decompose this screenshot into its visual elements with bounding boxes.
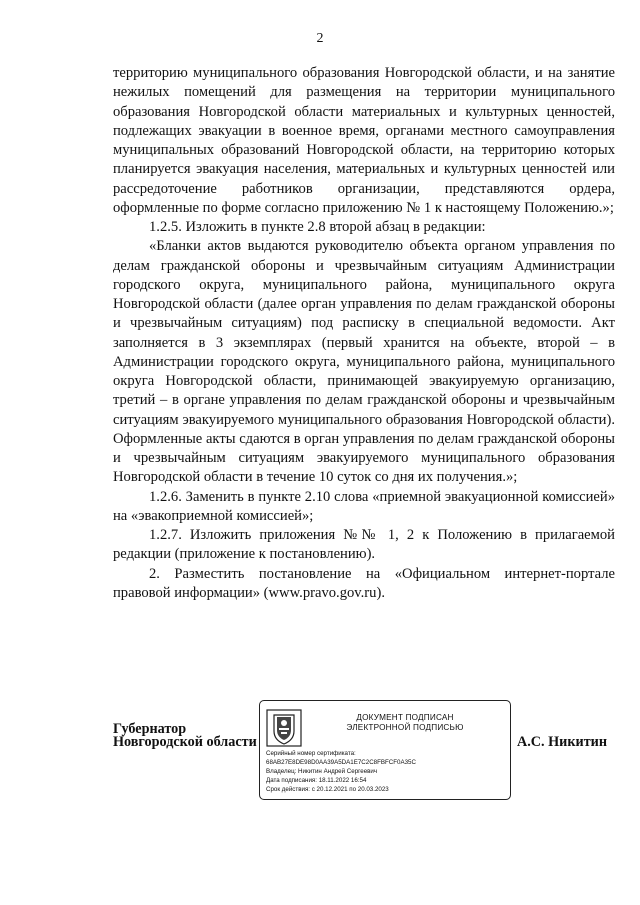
page-number: 2 [316,31,324,46]
signature-block [113,696,623,806]
paragraph-1-2-5: 1.2.5. Изложить в пункте 2.8 второй абзац в редакции: [149,219,486,235]
signatory-name: А.С. Никитин [517,734,608,750]
paragraph-1-2-7: 1.2.7. Изложить приложения №№ 1, 2 к Положению в прилагаемой редакции (приложение к постановлению). [113,527,615,563]
document-body [113,64,615,603]
certificate-label: Серийный номер сертификата: [266,750,356,757]
paragraph-1-2-6: 1.2.6. Заменить в пункте 2.10 слова «приемной эвакуационной комиссией» на «эвакоприемной комиссией»; [113,488,615,524]
stamp-heading: ДОКУМЕНТ ПОДПИСАН ЭЛЕКТРОННОЙ ПОДПИСЬЮ [346,713,464,732]
coat-of-arms-icon [266,709,302,747]
certificate-validity: Срок действия: с 20.12.2021 по 20.03.2023 [266,786,389,793]
signing-date: Дата подписания: 18.11.2022 16:54 [266,777,367,784]
electronic-signature-stamp [259,700,511,800]
certificate-owner: Владелец: Никитин Андрей Сергеевич [266,768,378,775]
paragraph-quoted-text: «Бланки актов выдаются руководителю объекта органом управления по делам гражданской обороны и чрезвычайным ситуациям Администрации городского округа, муниципального района, муниципального округа Новгородской области (далее орган управления по делам гражданской обороны и чрезвычайным ситуациям) под расписку в специальной ведомости. Акт заполняется в 3 экземплярах (первый хранится на объекте, второй – в Администрации городского округа, муниципального района, муниципального округа Новгородской области, принимающей эвакуируемую организацию, третий – в органе управления по делам гражданской обороны и чрезвычайным ситуациям эвакуируемого муниципального образования Новгородской области). Оформленные акты сдаются в орган управления по делам гражданской обороны и чрезвычайным ситуациям эвакуируемого муниципального образования Новгородской области в течение 10 суток со дня их получения.»; [113,238,615,486]
paragraph-continuation: территорию муниципального образования Новгородской области, и на занятие нежилых помещений для размещения на территории муниципального образования Новгородской области материальных и культурных ценностей, подлежащих эвакуации в военное время, органами местного самоуправления муниципальных образований Новгородской области, на территорию которых планируется эвакуация населения, материальных и культурных ценностей или рассредоточение работников организации, представляются ордера, оформленные по форме согласно приложению № 1 к настоящему Положению.»; [113,65,615,216]
certificate-number: 68AB27E8DE98D0AA39A5DA1E7C2C8FBFCF0A35C [266,759,416,766]
stamp-details [266,749,506,794]
paragraph-2: 2. Разместить постановление на «Официальном интернет-портале правовой информации» (www.pravo.gov.ru). [113,565,615,601]
signatory-title: Губернатор Новгородской области [113,721,257,750]
